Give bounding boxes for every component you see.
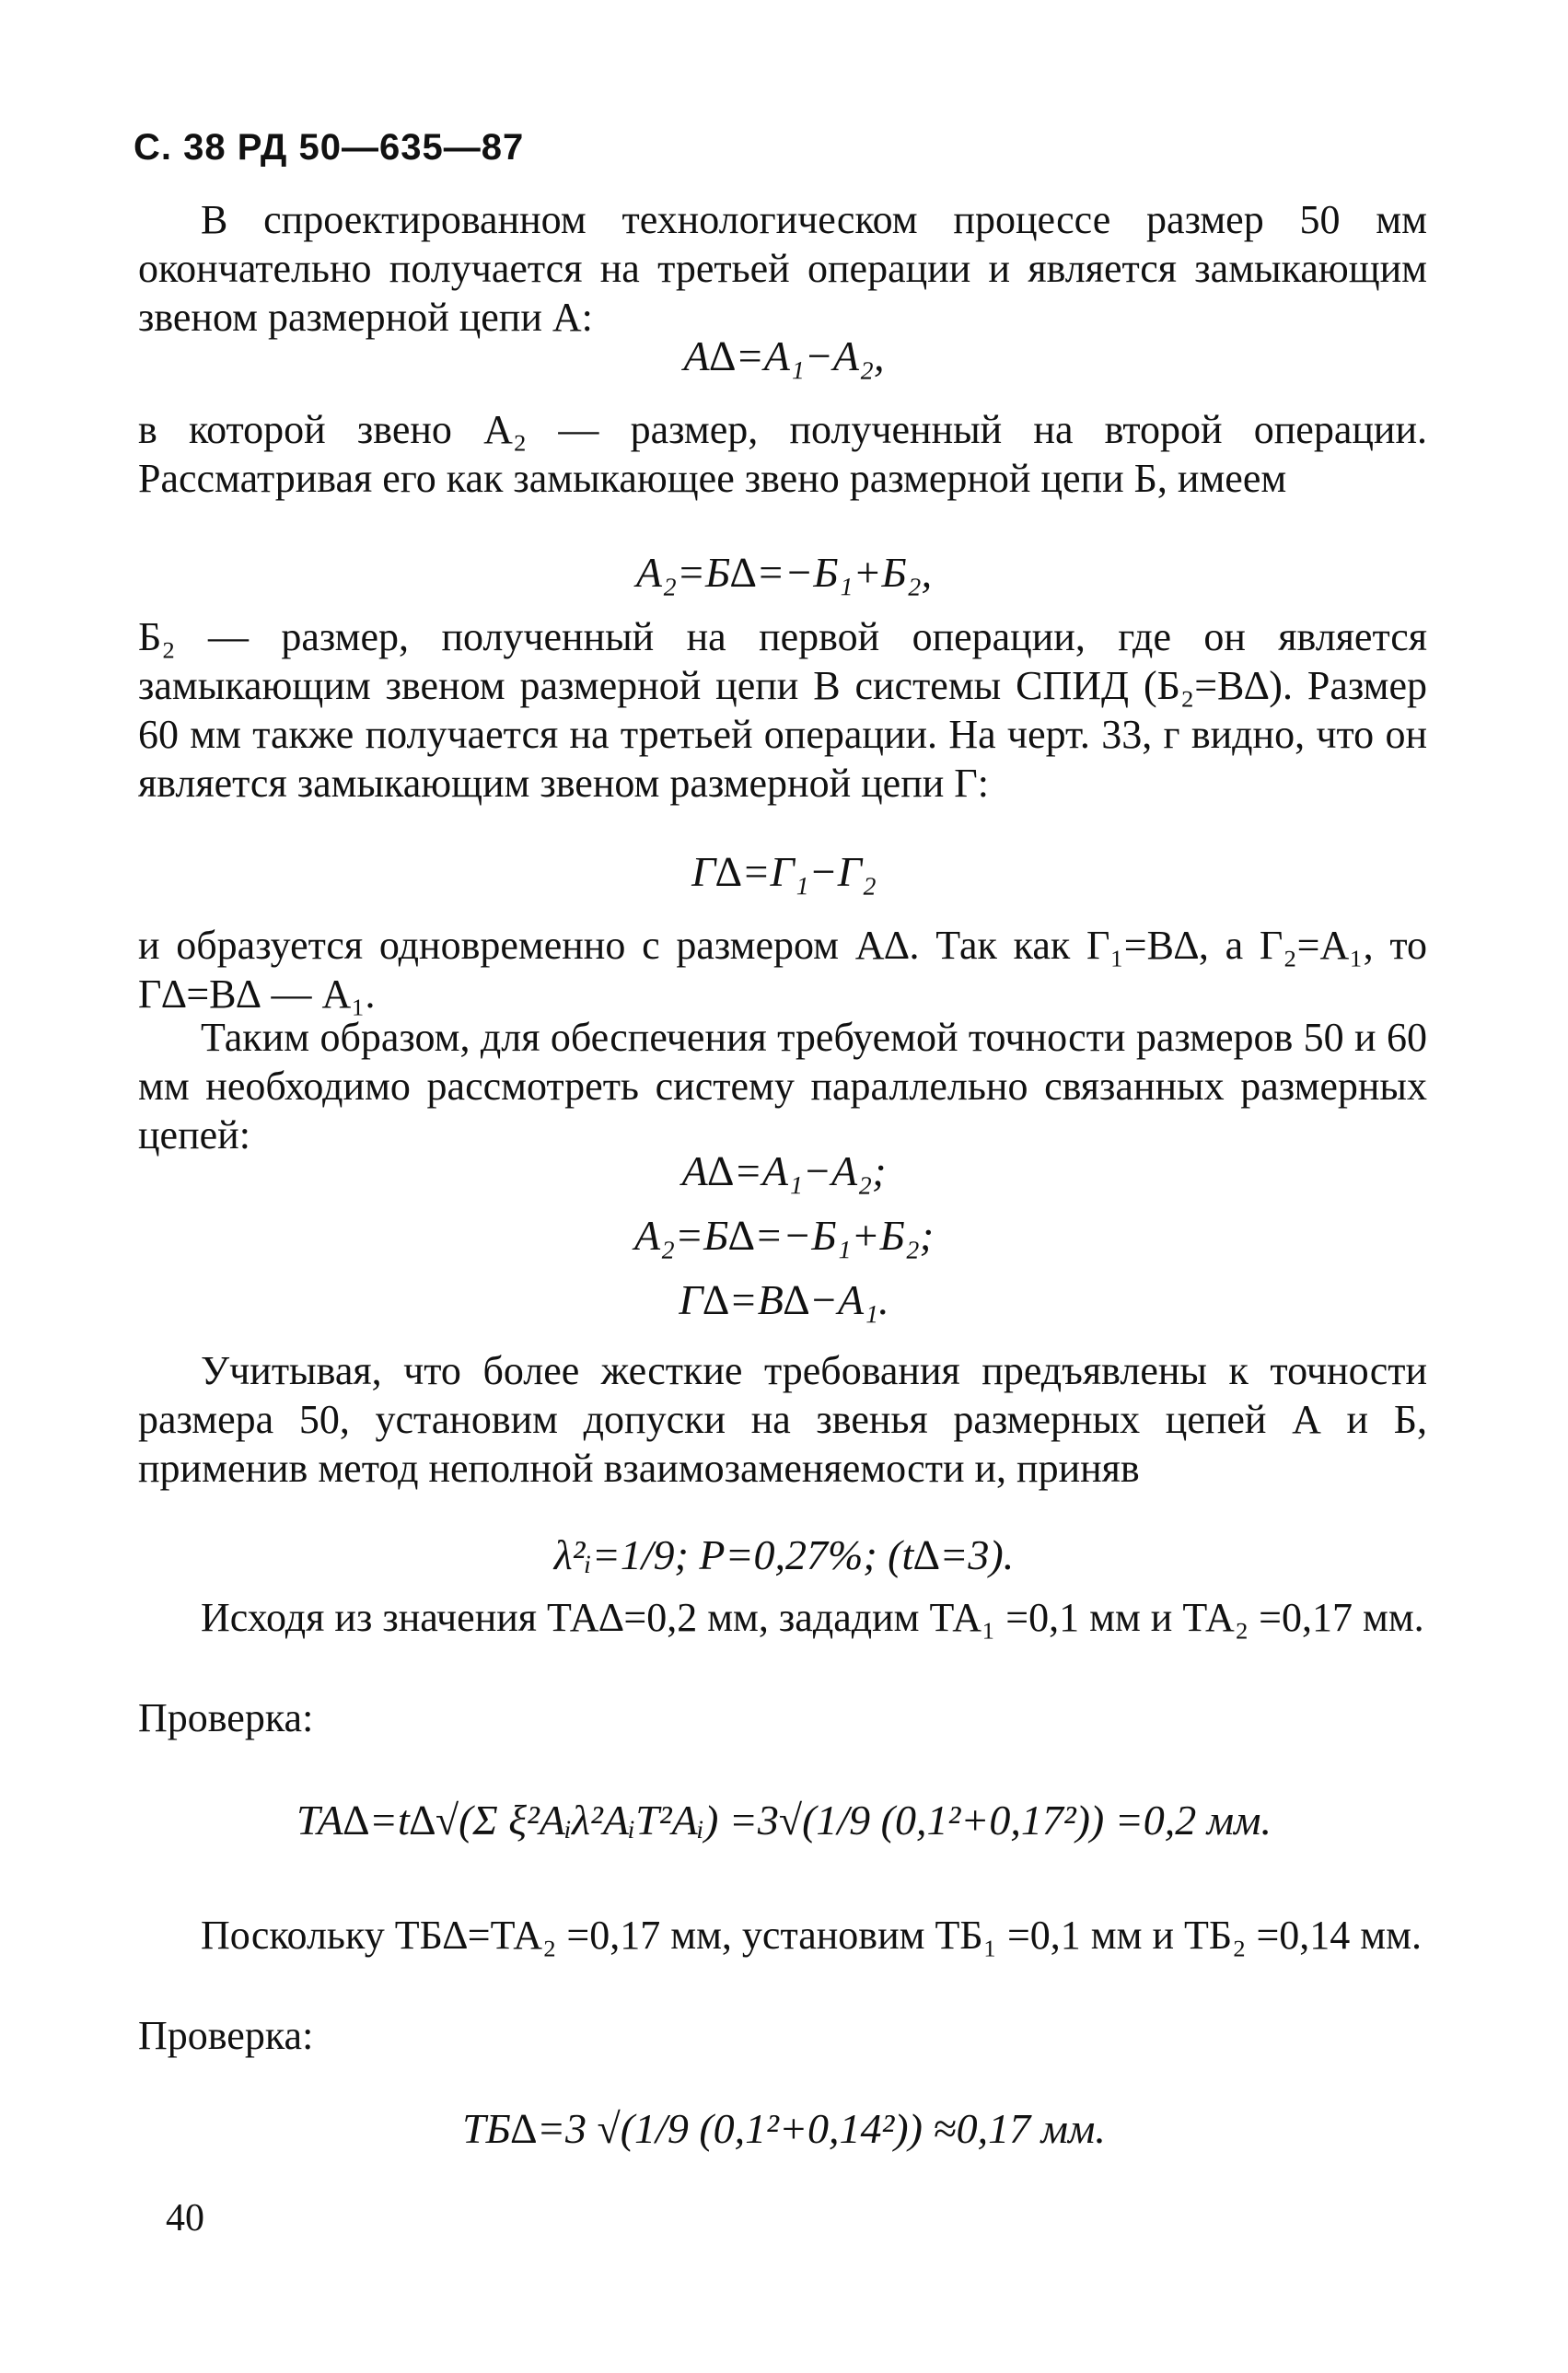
page-header: С. 38 РД 50—635—87 (134, 127, 525, 168)
equation-4: А∆=А₁−А₂; (681, 1147, 887, 1194)
paragraph-7: Исходя из значения ТА∆=0,2 мм, зададим ТА₁ =0,1 мм и ТА₂ =0,17 мм. (201, 1595, 1424, 1640)
equation-9: ТБ∆=3 √(1/9 (0,1²+0,14²)) ≈0,17 мм. (462, 2105, 1106, 2152)
paragraph-1: В спроектированном технологическом процессе размер 50 мм окончательно получается на третьей операции и является замыкающим звеном размерной цепи А: (138, 197, 1427, 340)
equation-8: ТА∆=t∆√(Σ ξ²Aᵢλ²AᵢT²Aᵢ) =3√(1/9 (0,1²+0,17²)) =0,2 мм. (296, 1797, 1272, 1844)
paragraph-8: Поскольку ТБ∆=ТА₂ =0,17 мм, установим ТБ₁ =0,1 мм и ТБ₂ =0,14 мм. (201, 1913, 1422, 1958)
equation-5: А₂=Б∆=−Б₁+Б₂; (633, 1212, 935, 1259)
equation-3: Г∆=Г₁−Г₂ (691, 848, 877, 895)
equation-6: Г∆=В∆−А₁. (679, 1276, 889, 1323)
paragraph-4: и образуется одновременно с размером А∆. Так как Г₁=В∆, а Г₂=А₁, то Г∆=В∆ — А₁. (138, 923, 1427, 1017)
equation-7: λ²ᵢ=1/9; Р=0,27%; (t∆=3). (553, 1531, 1015, 1578)
check-label-1: Проверка: (138, 1695, 314, 1740)
paragraph-6: Учитывая, что более жесткие требования предъявлены к точности размера 50, установим допуски на звенья размерных цепей А и Б, применив метод неполной взаимозаменяемости и, приняв (138, 1348, 1427, 1491)
equation-2: А₂=Б∆=−Б₁+Б₂, (635, 549, 933, 596)
paragraph-3: Б₂ — размер, полученный на первой операции, где он является замыкающим звеном размерной цепи В системы СПИД (Б₂=В∆). Размер 60 мм также получается на третьей операции. На черт. 33, г видно, что он является замыкающим звеном размерной цепи Г: (138, 614, 1427, 806)
page-number: 40 (166, 2197, 204, 2239)
equation-1: А∆=А₁−А₂, (683, 332, 885, 379)
paragraph-5: Таким образом, для обеспечения требуемой точности размеров 50 и 60 мм необходимо рассмотреть систему параллельно связанных размерных цепей: (138, 1015, 1427, 1157)
paragraph-2: в которой звено А₂ — размер, полученный на второй операции. Рассматривая его как замыкающее звено размерной цепи Б, имеем (138, 407, 1427, 501)
check-label-2: Проверка: (138, 2013, 314, 2058)
